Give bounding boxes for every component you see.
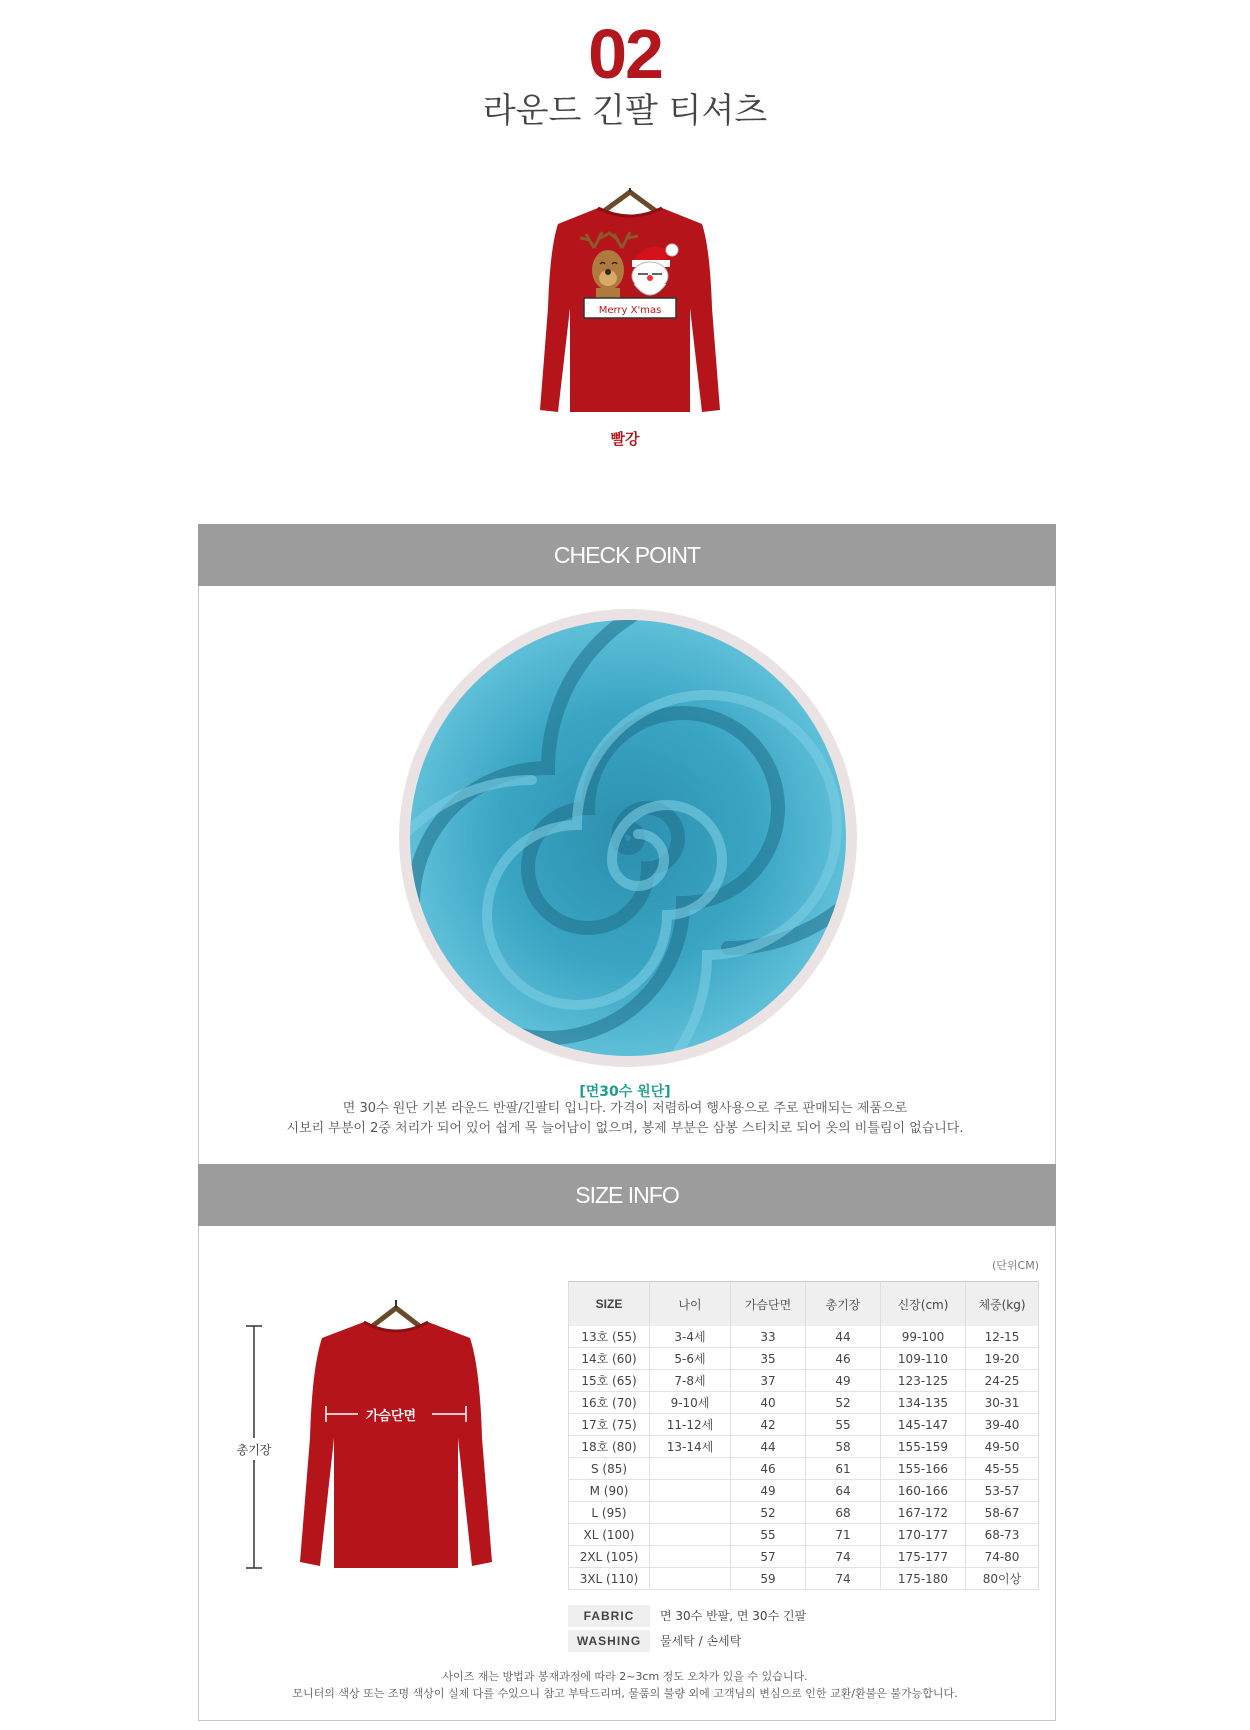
col-chest: 가슴단면 xyxy=(731,1282,806,1327)
size-table-row xyxy=(569,1524,1039,1546)
size-table-cell: 74-80 xyxy=(966,1546,1039,1568)
size-table-cell: 9-10세 xyxy=(650,1392,731,1414)
merry-xmas-text: Merry X'mas xyxy=(598,305,662,316)
product-title: 라운드 긴팔 티셔츠 xyxy=(482,91,768,131)
feature-desc-line1: 면 30수 원단 기본 라운드 반팔/긴팔티 입니다. 가격이 저렴하여 행사용으로 주로 판매되는 제품으로 xyxy=(342,1101,908,1116)
size-table-cell: 35 xyxy=(731,1348,806,1370)
size-table-cell: 109-110 xyxy=(881,1348,966,1370)
size-table-cell: 46 xyxy=(806,1348,881,1370)
size-table-cell: 7-8세 xyxy=(650,1370,731,1392)
size-table-cell: 155-159 xyxy=(881,1436,966,1458)
size-table-cell: 61 xyxy=(806,1458,881,1480)
size-table-cell: 80이상 xyxy=(966,1568,1039,1590)
product-tshirt-image xyxy=(530,188,730,416)
size-table-row xyxy=(569,1370,1039,1392)
size-table-cell xyxy=(650,1546,731,1568)
size-table-row xyxy=(569,1414,1039,1436)
size-table-cell: 49 xyxy=(731,1480,806,1502)
size-table-cell: 55 xyxy=(806,1414,881,1436)
size-info-header: SIZE INFO xyxy=(198,1164,1056,1226)
size-table-cell: 145-147 xyxy=(881,1414,966,1436)
size-table-cell: M (90) xyxy=(569,1480,650,1502)
size-table-cell: 57 xyxy=(731,1546,806,1568)
size-table-cell: 49-50 xyxy=(966,1436,1039,1458)
fabric-closeup-image xyxy=(398,608,858,1068)
size-table-cell: 2XL (105) xyxy=(569,1546,650,1568)
size-table-cell: 55 xyxy=(731,1524,806,1546)
length-label: 총기장 xyxy=(236,1443,272,1457)
size-table-cell: 40 xyxy=(731,1392,806,1414)
check-point-header: CHECK POINT xyxy=(198,524,1056,586)
size-table-cell xyxy=(650,1480,731,1502)
size-table-cell: 68-73 xyxy=(966,1524,1039,1546)
size-table-cell: 3-4세 xyxy=(650,1326,731,1348)
size-table-row xyxy=(569,1568,1039,1590)
fabric-label: FABRIC xyxy=(568,1605,650,1627)
feature-desc-line2: 시보리 부분이 2중 처리가 되어 있어 쉽게 목 늘어남이 없으며, 봉제 부분은 삼봉 스티치로 되어 옷의 비틀림이 없습니다. xyxy=(286,1121,964,1136)
size-table-cell: 42 xyxy=(731,1414,806,1436)
size-table-row xyxy=(569,1458,1039,1480)
col-age: 나이 xyxy=(650,1282,731,1327)
size-table-cell: 44 xyxy=(806,1326,881,1348)
size-table-cell: 45-55 xyxy=(966,1458,1039,1480)
col-height: 신장(cm) xyxy=(881,1282,966,1327)
product-number: 02 xyxy=(588,15,662,93)
size-table-cell: 74 xyxy=(806,1568,881,1590)
size-table-cell: 5-6세 xyxy=(650,1348,731,1370)
size-table-cell: 52 xyxy=(806,1392,881,1414)
size-table-row xyxy=(569,1326,1039,1348)
feature-title: [면30수 원단] xyxy=(579,1084,671,1100)
size-diagram xyxy=(230,1298,520,1574)
size-table-cell: 12-15 xyxy=(966,1326,1039,1348)
size-table-row xyxy=(569,1392,1039,1414)
size-table-cell: XL (100) xyxy=(569,1524,650,1546)
size-note-1: 사이즈 재는 방법과 봉재과정에 따라 2~3cm 정도 오차가 있을 수 있습니다. xyxy=(442,1670,808,1683)
size-table-cell: S (85) xyxy=(569,1458,650,1480)
size-table-cell: 170-177 xyxy=(881,1524,966,1546)
size-table-row xyxy=(569,1436,1039,1458)
size-table-cell: 59 xyxy=(731,1568,806,1590)
size-table-header xyxy=(569,1282,1039,1327)
size-table-cell: 52 xyxy=(731,1502,806,1524)
size-table-cell: 175-180 xyxy=(881,1568,966,1590)
size-table-cell: 33 xyxy=(731,1326,806,1348)
unit-label: (단위CM) xyxy=(991,1259,1039,1272)
size-table-cell: 167-172 xyxy=(881,1502,966,1524)
size-table-cell: 68 xyxy=(806,1502,881,1524)
size-table-cell: 46 xyxy=(731,1458,806,1480)
size-table-row xyxy=(569,1546,1039,1568)
size-table-cell: 39-40 xyxy=(966,1414,1039,1436)
size-table-cell: 49 xyxy=(806,1370,881,1392)
size-table-cell: 175-177 xyxy=(881,1546,966,1568)
size-table-cell: 15호 (65) xyxy=(569,1370,650,1392)
size-table-cell xyxy=(650,1524,731,1546)
size-table-cell xyxy=(650,1502,731,1524)
size-table-cell: L (95) xyxy=(569,1502,650,1524)
size-table-cell: 14호 (60) xyxy=(569,1348,650,1370)
size-table-cell: 13호 (55) xyxy=(569,1326,650,1348)
size-table-cell: 123-125 xyxy=(881,1370,966,1392)
col-weight: 체중(kg) xyxy=(966,1282,1039,1327)
size-table-row xyxy=(569,1348,1039,1370)
size-table xyxy=(568,1281,1039,1590)
color-name: 빨강 xyxy=(610,430,640,448)
size-table-cell: 37 xyxy=(731,1370,806,1392)
size-table-cell xyxy=(650,1568,731,1590)
size-table-cell: 160-166 xyxy=(881,1480,966,1502)
size-table-cell: 71 xyxy=(806,1524,881,1546)
washing-label: WASHING xyxy=(568,1630,650,1652)
size-table-cell: 44 xyxy=(731,1436,806,1458)
size-note-2: 모니터의 색상 또는 조명 색상이 실제 다를 수있으니 참고 부탁드리며, 물품의 불량 외에 고객님의 변심으로 인한 교환/환불은 불가능합니다. xyxy=(292,1687,958,1700)
size-table-cell: 18호 (80) xyxy=(569,1436,650,1458)
size-table-cell: 16호 (70) xyxy=(569,1392,650,1414)
size-table-cell: 58-67 xyxy=(966,1502,1039,1524)
size-table-cell: 58 xyxy=(806,1436,881,1458)
size-table-cell: 24-25 xyxy=(966,1370,1039,1392)
size-table-cell: 64 xyxy=(806,1480,881,1502)
size-table-row xyxy=(569,1480,1039,1502)
size-table-cell: 53-57 xyxy=(966,1480,1039,1502)
size-table-cell: 17호 (75) xyxy=(569,1414,650,1436)
washing-value: 물세탁 / 손세탁 xyxy=(660,1634,742,1648)
size-table-cell: 99-100 xyxy=(881,1326,966,1348)
chest-label: 가슴단면 xyxy=(365,1409,417,1424)
size-table-cell: 13-14세 xyxy=(650,1436,731,1458)
size-table-cell: 19-20 xyxy=(966,1348,1039,1370)
size-table-cell: 30-31 xyxy=(966,1392,1039,1414)
size-table-row xyxy=(569,1502,1039,1524)
fabric-value: 면 30수 반팔, 면 30수 긴팔 xyxy=(660,1609,807,1623)
col-length: 총기장 xyxy=(806,1282,881,1327)
size-table-cell xyxy=(650,1458,731,1480)
size-table-cell: 74 xyxy=(806,1546,881,1568)
size-table-cell: 11-12세 xyxy=(650,1414,731,1436)
size-table-cell: 155-166 xyxy=(881,1458,966,1480)
size-table-cell: 134-135 xyxy=(881,1392,966,1414)
size-table-cell: 3XL (110) xyxy=(569,1568,650,1590)
col-size: SIZE xyxy=(569,1282,650,1327)
